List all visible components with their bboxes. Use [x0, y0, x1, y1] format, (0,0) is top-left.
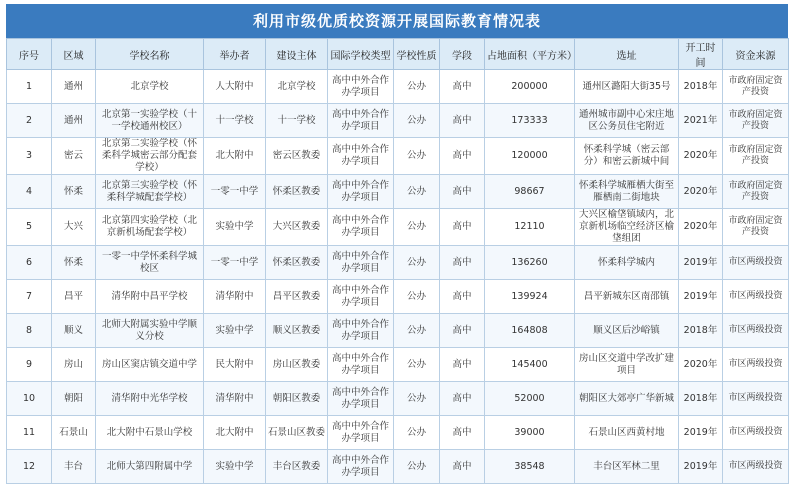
school-nature-cell: 公办 [394, 104, 440, 138]
school-stage-cell: 高中 [440, 382, 485, 416]
builder-cell: 怀柔区教委 [266, 175, 328, 209]
school-nature-cell: 公办 [394, 138, 440, 175]
land-area-cell: 39000 [485, 416, 575, 450]
district-cell: 怀柔 [52, 175, 96, 209]
header-cell: 开工时间 [679, 39, 723, 70]
row-number-cell: 3 [7, 138, 52, 175]
school-nature-cell: 公办 [394, 246, 440, 280]
organizer-cell: 清华附中 [204, 382, 266, 416]
header-cell: 占地面积（平方米） [485, 39, 575, 70]
builder-cell: 怀柔区教委 [266, 246, 328, 280]
land-area-cell: 12110 [485, 209, 575, 246]
school-type-cell: 高中中外合作办学项目 [328, 70, 394, 104]
start-time-cell: 2019年 [679, 246, 723, 280]
start-time-cell: 2020年 [679, 138, 723, 175]
row-number-cell: 4 [7, 175, 52, 209]
table-row [7, 175, 789, 209]
school-name-cell: 北京第一实验学校（十一学校通州校区） [96, 104, 204, 138]
table-row [7, 70, 789, 104]
school-type-cell: 高中中外合作办学项目 [328, 104, 394, 138]
row-number-cell: 7 [7, 280, 52, 314]
school-stage-cell: 高中 [440, 314, 485, 348]
school-nature-cell: 公办 [394, 175, 440, 209]
builder-cell: 房山区教委 [266, 348, 328, 382]
location-cell: 大兴区榆垡镇域内，北京新机场临空经济区榆垡组团 [575, 209, 679, 246]
location-cell: 房山区交道中学改扩建项目 [575, 348, 679, 382]
table-row [7, 382, 789, 416]
table-row [7, 348, 789, 382]
row-number-cell: 2 [7, 104, 52, 138]
builder-cell: 密云区教委 [266, 138, 328, 175]
school-stage-cell: 高中 [440, 209, 485, 246]
school-name-cell: 清华附中光华学校 [96, 382, 204, 416]
school-nature-cell: 公办 [394, 382, 440, 416]
builder-cell: 朝阳区教委 [266, 382, 328, 416]
district-cell: 通州 [52, 70, 96, 104]
land-area-cell: 173333 [485, 104, 575, 138]
district-cell: 密云 [52, 138, 96, 175]
funding-source-cell: 市政府固定资产投资 [723, 138, 789, 175]
school-name-cell: 房山区窦店镇交道中学 [96, 348, 204, 382]
school-name-cell: 北京第四实验学校（北京新机场配套学校） [96, 209, 204, 246]
header-cell: 学校名称 [96, 39, 204, 70]
school-type-cell: 高中中外合作办学项目 [328, 246, 394, 280]
header-cell: 建设主体 [266, 39, 328, 70]
start-time-cell: 2019年 [679, 450, 723, 484]
school-type-cell: 高中中外合作办学项目 [328, 382, 394, 416]
location-cell: 石景山区西黄村地 [575, 416, 679, 450]
district-cell: 朝阳 [52, 382, 96, 416]
funding-source-cell: 市区两级投资 [723, 246, 789, 280]
funding-source-cell: 市区两级投资 [723, 450, 789, 484]
organizer-cell: 实验中学 [204, 209, 266, 246]
start-time-cell: 2020年 [679, 209, 723, 246]
location-cell: 怀柔科学城雁栖大街至雁栖南二街地块 [575, 175, 679, 209]
land-area-cell: 120000 [485, 138, 575, 175]
builder-cell: 大兴区教委 [266, 209, 328, 246]
school-nature-cell: 公办 [394, 70, 440, 104]
funding-source-cell: 市区两级投资 [723, 382, 789, 416]
school-type-cell: 高中中外合作办学项目 [328, 175, 394, 209]
school-nature-cell: 公办 [394, 314, 440, 348]
table-row [7, 246, 789, 280]
land-area-cell: 98667 [485, 175, 575, 209]
location-cell: 怀柔科学城（密云部分）和密云新城中间 [575, 138, 679, 175]
start-time-cell: 2018年 [679, 70, 723, 104]
organizer-cell: 实验中学 [204, 450, 266, 484]
land-area-cell: 164808 [485, 314, 575, 348]
start-time-cell: 2019年 [679, 416, 723, 450]
funding-source-cell: 市政府固定资产投资 [723, 175, 789, 209]
organizer-cell: 人大附中 [204, 70, 266, 104]
organizer-cell: 一零一中学 [204, 246, 266, 280]
district-cell: 丰台 [52, 450, 96, 484]
table-row [7, 138, 789, 175]
row-number-cell: 1 [7, 70, 52, 104]
funding-source-cell: 市区两级投资 [723, 416, 789, 450]
header-cell: 资金来源 [723, 39, 789, 70]
school-stage-cell: 高中 [440, 246, 485, 280]
header-cell: 区域 [52, 39, 96, 70]
school-stage-cell: 高中 [440, 175, 485, 209]
school-type-cell: 高中中外合作办学项目 [328, 416, 394, 450]
start-time-cell: 2018年 [679, 314, 723, 348]
table-row [7, 209, 789, 246]
district-cell: 房山 [52, 348, 96, 382]
organizer-cell: 一零一中学 [204, 175, 266, 209]
school-type-cell: 高中中外合作办学项目 [328, 138, 394, 175]
start-time-cell: 2018年 [679, 382, 723, 416]
funding-source-cell: 市区两级投资 [723, 348, 789, 382]
school-name-cell: 北师大附属实验中学顺义分校 [96, 314, 204, 348]
table-row [7, 314, 789, 348]
location-cell: 丰台区军林二里 [575, 450, 679, 484]
row-number-cell: 12 [7, 450, 52, 484]
school-stage-cell: 高中 [440, 450, 485, 484]
organizer-cell: 民大附中 [204, 348, 266, 382]
table-container [6, 4, 788, 484]
builder-cell: 昌平区教委 [266, 280, 328, 314]
table-row [7, 416, 789, 450]
school-stage-cell: 高中 [440, 348, 485, 382]
organizer-cell: 北大附中 [204, 416, 266, 450]
header-cell: 选址 [575, 39, 679, 70]
builder-cell: 十一学校 [266, 104, 328, 138]
school-name-cell: 北京第三实验学校（怀柔科学城配套学校） [96, 175, 204, 209]
header-cell: 学校性质 [394, 39, 440, 70]
funding-source-cell: 市区两级投资 [723, 280, 789, 314]
funding-source-cell: 市政府固定资产投资 [723, 209, 789, 246]
row-number-cell: 5 [7, 209, 52, 246]
school-nature-cell: 公办 [394, 209, 440, 246]
land-area-cell: 200000 [485, 70, 575, 104]
funding-source-cell: 市政府固定资产投资 [723, 104, 789, 138]
organizer-cell: 清华附中 [204, 280, 266, 314]
header-row [7, 39, 789, 70]
builder-cell: 顺义区教委 [266, 314, 328, 348]
row-number-cell: 11 [7, 416, 52, 450]
location-cell: 昌平新城东区南邵镇 [575, 280, 679, 314]
data-table [6, 38, 789, 484]
start-time-cell: 2020年 [679, 348, 723, 382]
builder-cell: 丰台区教委 [266, 450, 328, 484]
organizer-cell: 十一学校 [204, 104, 266, 138]
school-name-cell: 清华附中昌平学校 [96, 280, 204, 314]
location-cell: 通州区潞阳大街35号 [575, 70, 679, 104]
school-stage-cell: 高中 [440, 138, 485, 175]
organizer-cell: 北大附中 [204, 138, 266, 175]
school-type-cell: 高中中外合作办学项目 [328, 348, 394, 382]
table-body [7, 70, 789, 484]
school-nature-cell: 公办 [394, 450, 440, 484]
school-name-cell: 北大附中石景山学校 [96, 416, 204, 450]
school-name-cell: 北京第二实验学校（怀柔科学城密云部分配套学校） [96, 138, 204, 175]
location-cell: 通州城市副中心宋庄地区公务员住宅附近 [575, 104, 679, 138]
school-type-cell: 高中中外合作办学项目 [328, 280, 394, 314]
header-cell: 学段 [440, 39, 485, 70]
builder-cell: 石景山区教委 [266, 416, 328, 450]
row-number-cell: 8 [7, 314, 52, 348]
school-stage-cell: 高中 [440, 416, 485, 450]
district-cell: 顺义 [52, 314, 96, 348]
district-cell: 通州 [52, 104, 96, 138]
land-area-cell: 136260 [485, 246, 575, 280]
school-stage-cell: 高中 [440, 104, 485, 138]
district-cell: 石景山 [52, 416, 96, 450]
school-type-cell: 高中中外合作办学项目 [328, 209, 394, 246]
start-time-cell: 2021年 [679, 104, 723, 138]
school-name-cell: 北京学校 [96, 70, 204, 104]
school-nature-cell: 公办 [394, 280, 440, 314]
row-number-cell: 6 [7, 246, 52, 280]
start-time-cell: 2019年 [679, 280, 723, 314]
school-stage-cell: 高中 [440, 70, 485, 104]
row-number-cell: 9 [7, 348, 52, 382]
district-cell: 怀柔 [52, 246, 96, 280]
start-time-cell: 2020年 [679, 175, 723, 209]
land-area-cell: 38548 [485, 450, 575, 484]
header-cell: 序号 [7, 39, 52, 70]
land-area-cell: 145400 [485, 348, 575, 382]
row-number-cell: 10 [7, 382, 52, 416]
header-cell: 国际学校类型 [328, 39, 394, 70]
school-name-cell: 北师大第四附属中学 [96, 450, 204, 484]
location-cell: 朝阳区大郊亭广华新城 [575, 382, 679, 416]
table-title: 利用市级优质校资源开展国际教育情况表 [6, 4, 788, 38]
school-type-cell: 高中中外合作办学项目 [328, 450, 394, 484]
district-cell: 昌平 [52, 280, 96, 314]
district-cell: 大兴 [52, 209, 96, 246]
funding-source-cell: 市政府固定资产投资 [723, 70, 789, 104]
school-name-cell: 一零一中学怀柔科学城校区 [96, 246, 204, 280]
header-cell: 举办者 [204, 39, 266, 70]
land-area-cell: 139924 [485, 280, 575, 314]
funding-source-cell: 市区两级投资 [723, 314, 789, 348]
school-stage-cell: 高中 [440, 280, 485, 314]
organizer-cell: 实验中学 [204, 314, 266, 348]
school-type-cell: 高中中外合作办学项目 [328, 314, 394, 348]
school-nature-cell: 公办 [394, 348, 440, 382]
builder-cell: 北京学校 [266, 70, 328, 104]
school-nature-cell: 公办 [394, 416, 440, 450]
location-cell: 怀柔科学城内 [575, 246, 679, 280]
table-row [7, 104, 789, 138]
table-row [7, 450, 789, 484]
table-row [7, 280, 789, 314]
land-area-cell: 52000 [485, 382, 575, 416]
location-cell: 顺义区后沙峪镇 [575, 314, 679, 348]
